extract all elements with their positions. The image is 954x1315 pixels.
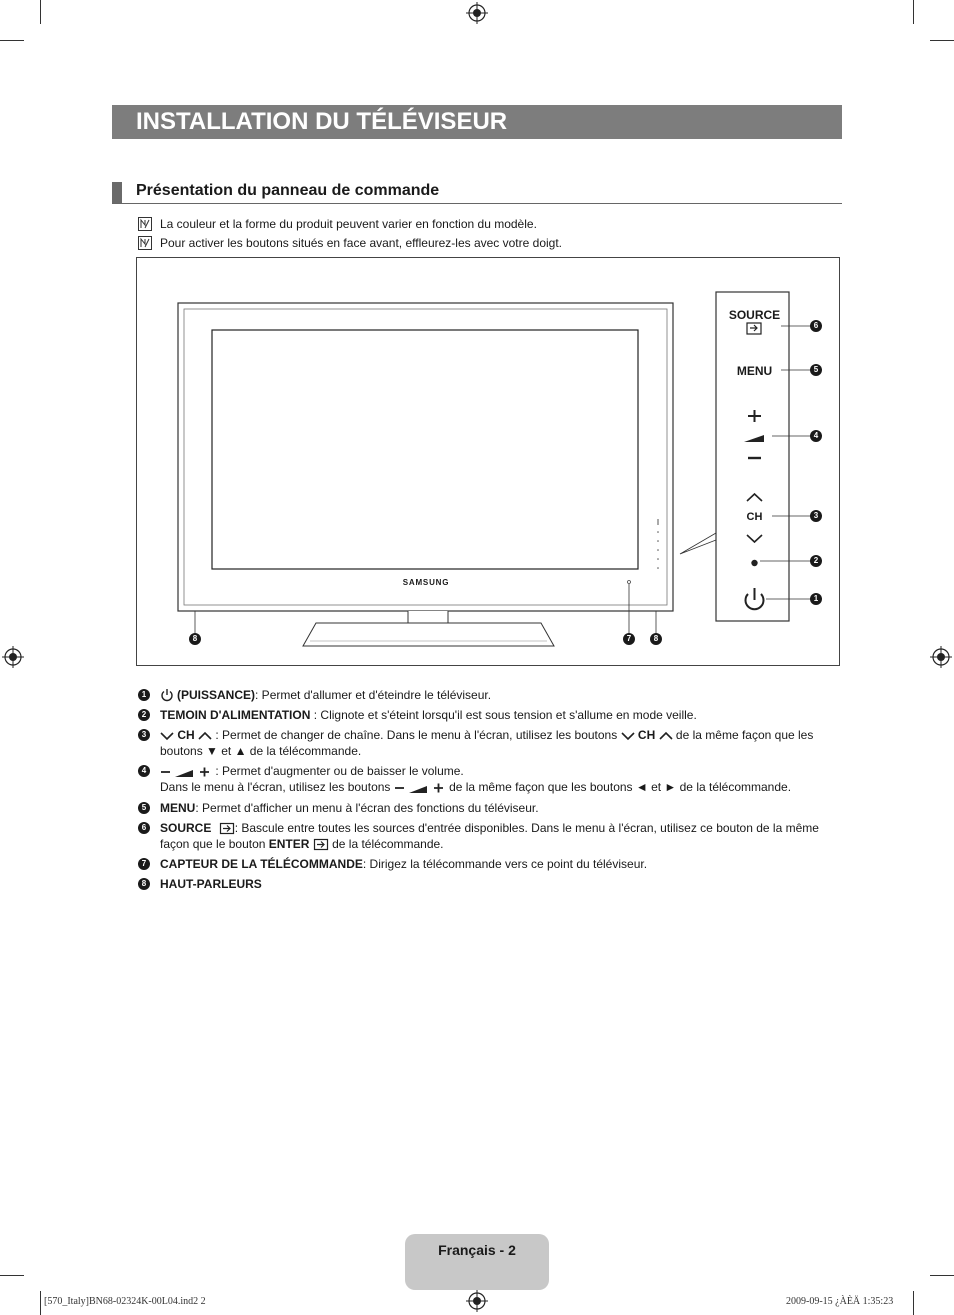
crop-mark	[0, 40, 24, 41]
volume-control-icon	[394, 782, 446, 794]
panel-menu-label: MENU	[736, 364, 773, 378]
note-item	[138, 216, 537, 232]
item-text: de la même façon que les boutons ▼ et ▲ de la télécommande.	[160, 728, 814, 758]
enter-label: ENTER	[268, 837, 310, 851]
item-label: (PUISSANCE)	[177, 688, 256, 702]
description-item-4	[138, 763, 843, 795]
chevron-up-icon	[198, 731, 212, 741]
callout-2: 2	[810, 555, 822, 567]
note-item	[138, 235, 562, 251]
registration-mark-icon	[2, 646, 24, 668]
crop-mark	[40, 0, 41, 24]
section-title: Présentation du panneau de commande	[136, 182, 440, 199]
page-title: INSTALLATION DU TÉLÉVISEUR	[112, 105, 842, 139]
registration-mark-icon	[930, 646, 952, 668]
chevron-down-icon	[621, 731, 635, 741]
callout-7: 7	[623, 633, 635, 645]
description-item-2	[138, 707, 843, 723]
panel-ch-label: CH	[746, 511, 763, 523]
item-number: 2	[138, 709, 150, 721]
section-divider	[112, 203, 842, 204]
crop-mark	[913, 0, 914, 24]
callout-6: 6	[810, 320, 822, 332]
power-icon	[160, 688, 174, 702]
registration-mark-icon	[466, 1290, 488, 1312]
crop-mark	[930, 40, 954, 41]
item-number: 6	[138, 822, 150, 834]
page-number-tab: Français - 2	[405, 1234, 549, 1290]
crop-mark	[913, 1291, 914, 1315]
callout-5: 5	[810, 364, 822, 376]
item-text: : Permet de changer de chaîne. Dans le menu à l'écran, utilisez les boutons	[212, 728, 621, 742]
print-timestamp: 2009-09-15 ¿ÀÈÄ 1:35:23	[786, 1296, 894, 1307]
description-item-6	[138, 820, 843, 852]
ch-label: CH	[177, 728, 195, 742]
note-icon	[138, 217, 152, 231]
item-text: : Permet d'augmenter ou de baisser le volume.	[212, 764, 464, 778]
item-number: 8	[138, 878, 150, 890]
callout-3: 3	[810, 510, 822, 522]
description-item-1	[138, 687, 843, 704]
crop-mark	[0, 1275, 24, 1276]
item-text: : Permet d'afficher un menu à l'écran des fonctions du téléviseur.	[195, 801, 539, 815]
item-label: TEMOIN D'ALIMENTATION	[160, 708, 311, 722]
item-text: : Clignote et s'éteint lorsqu'il est sous tension et s'allume en mode veille.	[310, 708, 697, 722]
crop-mark	[930, 1275, 954, 1276]
note-text: Pour activer les boutons situés en face avant, effleurez-les avec votre doigt.	[160, 236, 562, 250]
crop-mark	[40, 1291, 41, 1315]
item-label: CAPTEUR DE LA TÉLÉCOMMANDE	[160, 857, 363, 871]
item-number: 4	[138, 765, 150, 777]
description-item-3	[138, 727, 843, 759]
volume-control-icon	[160, 766, 212, 778]
item-text: Dans le menu à l'écran, utilisez les boutons	[160, 780, 394, 794]
chevron-down-icon	[160, 731, 174, 741]
enter-icon	[313, 838, 329, 851]
chevron-up-icon	[659, 731, 673, 741]
description-item-5	[138, 800, 843, 816]
note-text: La couleur et la forme du produit peuvent varier en fonction du modèle.	[160, 217, 537, 231]
item-label: HAUT-PARLEURS	[160, 877, 262, 891]
callout-8-right: 8	[650, 633, 662, 645]
item-number: 7	[138, 858, 150, 870]
item-number: 1	[138, 689, 150, 701]
item-text: : Dirigez la télécommande vers ce point du téléviseur.	[362, 857, 648, 871]
item-number: 5	[138, 802, 150, 814]
callout-4: 4	[810, 430, 822, 442]
note-icon	[138, 236, 152, 250]
registration-mark-icon	[466, 2, 488, 24]
callout-8-left: 8	[189, 633, 201, 645]
panel-source-label: SOURCE	[728, 308, 781, 322]
description-item-7	[138, 856, 843, 872]
ch-label: CH	[637, 728, 656, 742]
tv-brand-logo: SAMSUNG	[402, 578, 450, 587]
item-label: SOURCE	[160, 821, 212, 835]
callout-1: 1	[810, 593, 822, 605]
description-item-8	[138, 876, 843, 892]
source-input-icon	[219, 822, 235, 835]
item-text: : Permet d'allumer et d'éteindre le téléviseur.	[255, 688, 492, 702]
print-file-info: [570_Italy]BN68-02324K-00L04.ind2 2	[44, 1296, 206, 1307]
section-marker	[112, 182, 122, 204]
item-text: : Bascule entre toutes les sources d'entrée disponibles. Dans le menu à l'écran, utilisez ce bouton de la même façon que le bouton	[160, 821, 819, 851]
item-text: de la même façon que les boutons ◄ et ► de la télécommande.	[445, 780, 792, 794]
item-text: de la télécommande.	[328, 837, 444, 851]
item-number: 3	[138, 729, 150, 741]
item-label: MENU	[160, 801, 196, 815]
